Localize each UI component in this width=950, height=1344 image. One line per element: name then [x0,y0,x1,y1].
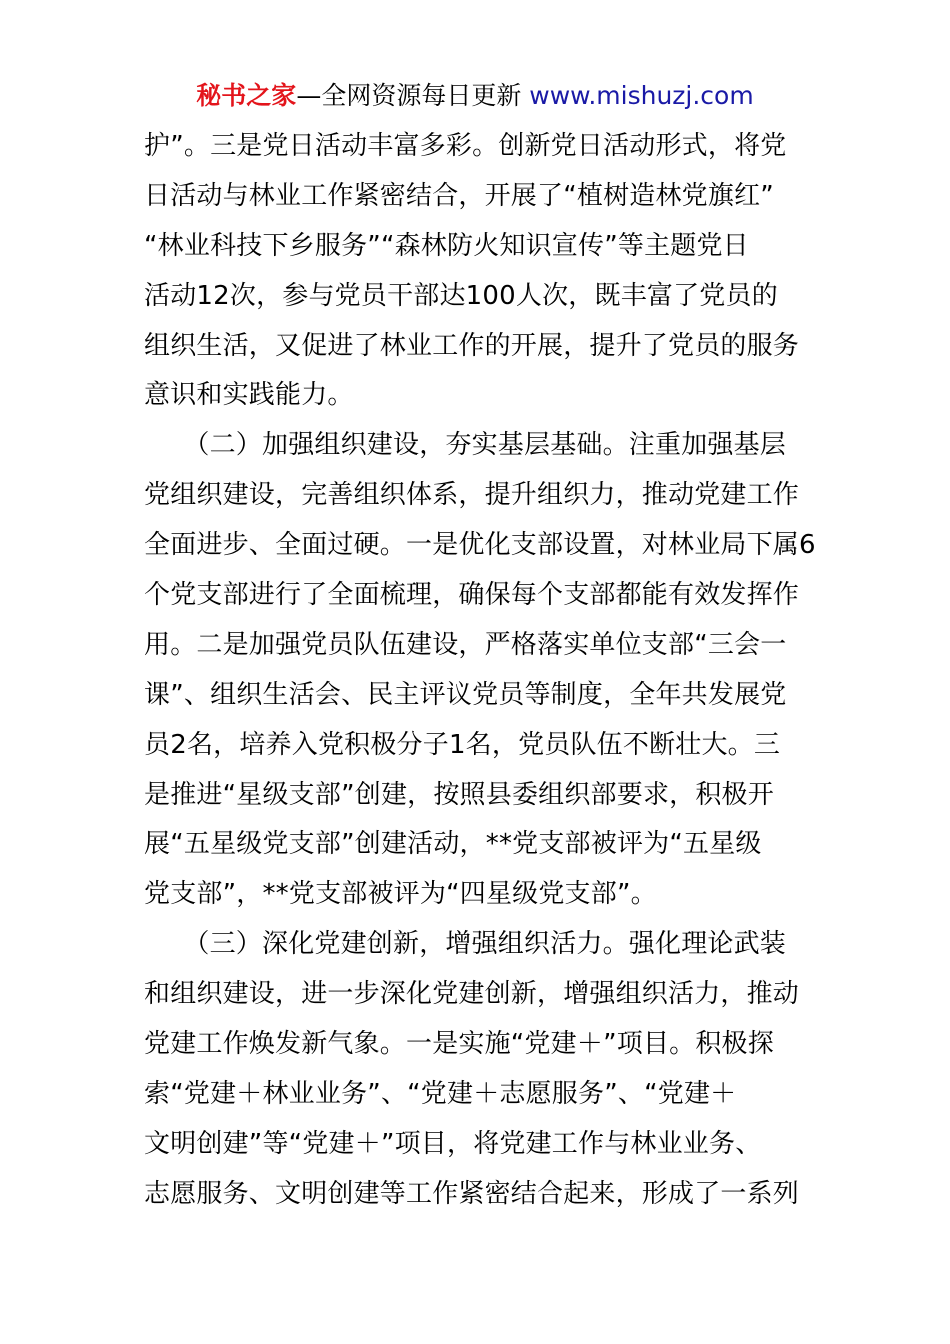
section-heading-line: （三）深化党建创新，增强组织活力。强化理论武装 [144,929,787,960]
text-line: 员2名，培养入党积极分子1名，党员队伍不断壮大。三 [144,729,781,760]
text-line: 志愿服务、文明创建等工作紧密结合起来，形成了一系列 [144,1178,800,1209]
text-line: 个党支部进行了全面梳理，确保每个支部都能有效发挥作 [144,580,800,611]
text-line: “林业科技下乡服务”“森林防火知识宣传”等主题党日 [144,230,749,261]
brand-name: 秘书之家 [196,81,297,110]
section-heading-line: （二）加强组织建设，夯实基层基础。注重加强基层 [144,430,787,461]
text-line: 和组织建设，进一步深化党建创新，增强组织活力，推动 [144,979,800,1010]
text-line: 全面进步、全面过硬。一是优化支部设置，对林业局下属6 [144,530,816,561]
website-link[interactable]: www.mishuzj.com [529,81,754,110]
text-line: 护”。三是党日活动丰富多彩。创新党日活动形式，将党 [144,131,787,161]
text-line: 是推进“星级支部”创建，按照县委组织部要求，积极开 [144,779,774,810]
document-body [144,122,814,1220]
text-line: 文明创建”等“党建＋”项目，将党建工作与林业业务、 [144,1128,762,1159]
text-line: 党支部”，**党支部被评为“四星级党支部”。 [144,879,657,910]
text-line: 索“党建＋林业业务”、“党建＋志愿服务”、“党建＋ [144,1078,737,1109]
text-line: 党组织建设，完善组织体系，提升组织力，推动党建工作 [144,480,800,511]
text-line: 展“五星级党支部”创建活动，**党支部被评为“五星级 [144,829,762,860]
text-line: 课”、组织生活会、民主评议党员等制度，全年共发展党 [144,679,787,710]
site-header [0,80,950,112]
text-line: 用。二是加强党员队伍建设，严格落实单位支部“三会一 [144,629,787,660]
text-line: 活动12次，参与党员干部达100人次，既丰富了党员的 [144,280,778,311]
text-line: 组织生活，又促进了林业工作的开展，提升了党员的服务 [144,330,800,361]
text-line: 意识和实践能力。 [144,380,354,411]
text-line: 日活动与林业工作紧密结合，开展了“植树造林党旗红” [144,180,774,211]
header-tagline: —全网资源每日更新 [296,81,522,110]
text-line: 党建工作焕发新气象。一是实施“党建＋”项目。积极探 [144,1029,774,1060]
